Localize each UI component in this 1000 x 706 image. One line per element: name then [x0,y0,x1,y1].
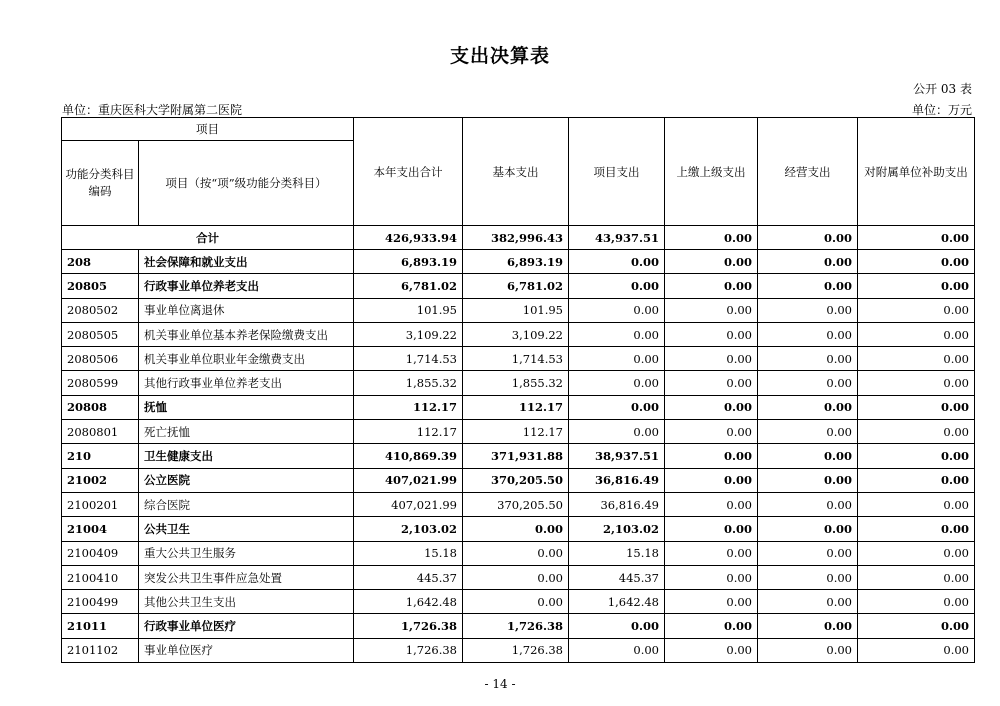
cell-subsidy: 0.00 [858,590,975,614]
table-row [62,250,975,274]
total-row [62,226,975,250]
cell-subsidy: 0.00 [858,638,975,662]
cell-program: 445.37 [569,565,665,589]
cell-business: 0.00 [758,492,858,516]
cell-name: 社会保障和就业支出 [139,250,354,274]
cell-program: 0.00 [569,420,665,444]
cell-program: 15.18 [569,541,665,565]
cell-basic: 0.00 [463,565,569,589]
cell-business: 0.00 [758,322,858,346]
cell-subsidy: 0.00 [858,298,975,322]
cell-basic: 0.00 [463,517,569,541]
cell-business: 0.00 [758,298,858,322]
cell-basic: 371,931.88 [463,444,569,468]
cell-superior: 0.00 [665,420,758,444]
cell-subsidy: 0.00 [858,541,975,565]
cell-name: 其他行政事业单位养老支出 [139,371,354,395]
cell-superior: 0.00 [665,468,758,492]
cell-name: 突发公共卫生事件应急处置 [139,565,354,589]
cell-basic: 370,205.50 [463,492,569,516]
cell-code: 21002 [62,468,139,492]
table-row [62,468,975,492]
cell-total: 1,642.48 [354,590,463,614]
cell-code: 2080506 [62,347,139,371]
cell-subsidy: 0.00 [858,468,975,492]
table-row [62,638,975,662]
cell-superior: 0.00 [665,541,758,565]
cell-name: 综合医院 [139,492,354,516]
cell-program: 0.00 [569,274,665,298]
cell-program: 1,642.48 [569,590,665,614]
reporting-unit: 单位：重庆医科大学附属第二医院 [62,103,243,117]
header-business: 经营支出 [758,118,858,226]
cell-business: 0.00 [758,541,858,565]
cell-code: 21011 [62,614,139,638]
table-row [62,444,975,468]
cell-subsidy: 0.00 [858,492,975,516]
cell-program: 38,937.51 [569,444,665,468]
table-row [62,541,975,565]
table-row [62,420,975,444]
cell-business: 0.00 [758,420,858,444]
page-number: - 14 - [484,677,516,691]
table-row [62,298,975,322]
cell-program: 0.00 [569,347,665,371]
cell-code: 208 [62,250,139,274]
cell-total: 15.18 [354,541,463,565]
cell-program: 0.00 [569,250,665,274]
table-row [62,614,975,638]
cell-total: 1,855.32 [354,371,463,395]
cell-business: 0.00 [758,614,858,638]
cell-name: 死亡抚恤 [139,420,354,444]
table-row [62,347,975,371]
cell-code: 21004 [62,517,139,541]
total-superior: 0.00 [665,226,758,250]
cell-superior: 0.00 [665,492,758,516]
cell-superior: 0.00 [665,371,758,395]
cell-total: 6,893.19 [354,250,463,274]
cell-total: 1,714.53 [354,347,463,371]
cell-code: 20808 [62,395,139,419]
table-row [62,395,975,419]
cell-name: 其他公共卫生支出 [139,590,354,614]
cell-name: 事业单位医疗 [139,638,354,662]
table-row [62,274,975,298]
cell-name: 行政事业单位养老支出 [139,274,354,298]
form-number: 公开 03 表 [913,82,972,96]
cell-subsidy: 0.00 [858,444,975,468]
cell-superior: 0.00 [665,395,758,419]
cell-basic: 370,205.50 [463,468,569,492]
cell-business: 0.00 [758,371,858,395]
cell-business: 0.00 [758,347,858,371]
cell-total: 6,781.02 [354,274,463,298]
cell-program: 0.00 [569,638,665,662]
cell-program: 36,816.49 [569,468,665,492]
table-row [62,590,975,614]
cell-superior: 0.00 [665,590,758,614]
cell-code: 20805 [62,274,139,298]
cell-basic: 101.95 [463,298,569,322]
table-row [62,371,975,395]
header-name: 项目（按“项”级功能分类科目） [139,141,354,226]
cell-basic: 1,855.32 [463,371,569,395]
cell-subsidy: 0.00 [858,371,975,395]
cell-total: 112.17 [354,420,463,444]
expenditure-table [61,117,975,663]
cell-program: 0.00 [569,614,665,638]
cell-name: 公共卫生 [139,517,354,541]
cell-business: 0.00 [758,468,858,492]
cell-total: 407,021.99 [354,468,463,492]
total-label: 合计 [62,226,354,250]
table-row [62,517,975,541]
cell-business: 0.00 [758,395,858,419]
cell-code: 2100201 [62,492,139,516]
header-basic: 基本支出 [463,118,569,226]
cell-superior: 0.00 [665,565,758,589]
page-title: 支出决算表 [449,45,550,67]
cell-business: 0.00 [758,565,858,589]
cell-subsidy: 0.00 [858,395,975,419]
cell-code: 2080505 [62,322,139,346]
cell-superior: 0.00 [665,444,758,468]
cell-program: 2,103.02 [569,517,665,541]
cell-subsidy: 0.00 [858,420,975,444]
cell-code: 2080502 [62,298,139,322]
total-business: 0.00 [758,226,858,250]
cell-subsidy: 0.00 [858,322,975,346]
total-basic: 382,996.43 [463,226,569,250]
cell-basic: 112.17 [463,395,569,419]
header-total: 本年支出合计 [354,118,463,226]
cell-total: 2,103.02 [354,517,463,541]
cell-program: 0.00 [569,322,665,346]
cell-subsidy: 0.00 [858,347,975,371]
cell-program: 0.00 [569,395,665,419]
cell-business: 0.00 [758,250,858,274]
cell-name: 抚恤 [139,395,354,419]
cell-name: 公立医院 [139,468,354,492]
cell-basic: 6,781.02 [463,274,569,298]
cell-basic: 6,893.19 [463,250,569,274]
cell-subsidy: 0.00 [858,250,975,274]
total-total: 426,933.94 [354,226,463,250]
cell-name: 机关事业单位基本养老保险缴费支出 [139,322,354,346]
cell-total: 445.37 [354,565,463,589]
cell-name: 重大公共卫生服务 [139,541,354,565]
cell-total: 407,021.99 [354,492,463,516]
total-program: 43,937.51 [569,226,665,250]
table-row [62,322,975,346]
cell-superior: 0.00 [665,347,758,371]
header-superior: 上缴上级支出 [665,118,758,226]
cell-total: 112.17 [354,395,463,419]
header-program: 项目支出 [569,118,665,226]
currency-unit: 单位：万元 [911,103,972,117]
cell-basic: 1,714.53 [463,347,569,371]
cell-superior: 0.00 [665,638,758,662]
cell-program: 0.00 [569,371,665,395]
cell-superior: 0.00 [665,614,758,638]
cell-business: 0.00 [758,517,858,541]
cell-subsidy: 0.00 [858,517,975,541]
cell-code: 2100409 [62,541,139,565]
cell-code: 2100499 [62,590,139,614]
cell-business: 0.00 [758,590,858,614]
cell-name: 行政事业单位医疗 [139,614,354,638]
cell-superior: 0.00 [665,517,758,541]
cell-superior: 0.00 [665,298,758,322]
table-row [62,565,975,589]
cell-superior: 0.00 [665,322,758,346]
cell-subsidy: 0.00 [858,614,975,638]
header-code: 功能分类科目编码 [62,141,139,226]
cell-code: 2080801 [62,420,139,444]
cell-superior: 0.00 [665,274,758,298]
cell-name: 事业单位离退休 [139,298,354,322]
cell-basic: 112.17 [463,420,569,444]
table-row [62,492,975,516]
cell-total: 410,869.39 [354,444,463,468]
cell-program: 36,816.49 [569,492,665,516]
cell-subsidy: 0.00 [858,565,975,589]
cell-basic: 0.00 [463,541,569,565]
cell-subsidy: 0.00 [858,274,975,298]
cell-basic: 3,109.22 [463,322,569,346]
cell-total: 3,109.22 [354,322,463,346]
cell-superior: 0.00 [665,250,758,274]
header-project: 项目 [62,118,354,141]
cell-total: 1,726.38 [354,614,463,638]
cell-business: 0.00 [758,274,858,298]
cell-code: 210 [62,444,139,468]
cell-program: 0.00 [569,298,665,322]
cell-total: 101.95 [354,298,463,322]
cell-name: 卫生健康支出 [139,444,354,468]
cell-business: 0.00 [758,638,858,662]
cell-code: 2101102 [62,638,139,662]
cell-basic: 0.00 [463,590,569,614]
cell-business: 0.00 [758,444,858,468]
cell-code: 2100410 [62,565,139,589]
header-subsidy: 对附属单位补助支出 [858,118,975,226]
cell-total: 1,726.38 [354,638,463,662]
cell-basic: 1,726.38 [463,638,569,662]
total-subsidy: 0.00 [858,226,975,250]
cell-name: 机关事业单位职业年金缴费支出 [139,347,354,371]
cell-code: 2080599 [62,371,139,395]
cell-basic: 1,726.38 [463,614,569,638]
